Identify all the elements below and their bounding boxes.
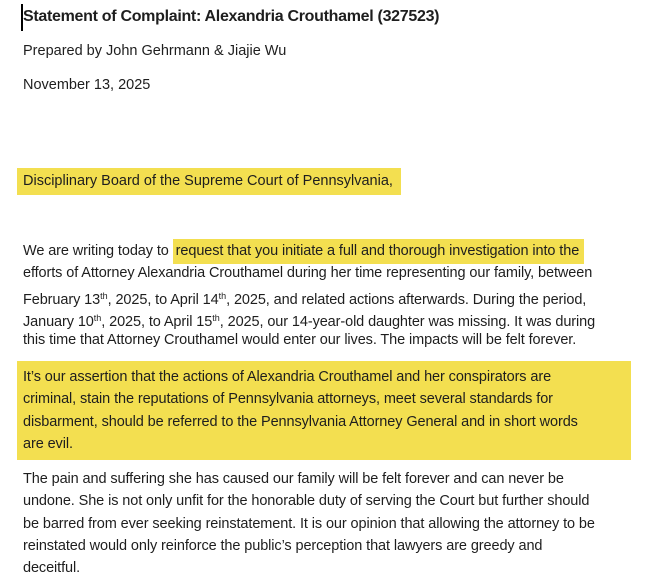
text-segment: January 10 (23, 313, 94, 330)
paragraph-line: efforts of Attorney Alexandria Crouthamel during her time representing our family, between (23, 265, 593, 282)
paragraph-line: be barred from ever seeking reinstatement. It is our opinion that allowing the attorney to be (23, 515, 595, 532)
paragraph-line: reinstated would only reinforce the public’s perception that lawyers are greedy and (23, 537, 543, 554)
paragraph-line: are evil. (23, 435, 73, 452)
paragraph-line (23, 240, 595, 262)
paragraph-pain-suffering (23, 468, 595, 579)
text-segment: We are writing today to (23, 243, 173, 259)
ordinal-superscript: th (212, 312, 220, 323)
paragraph-line: criminal, stain the reputations of Pennsylvania attorneys, meet several standards for (23, 391, 553, 408)
paragraph-line: this time that Attorney Crouthamel would enter our lives. The impacts will be felt forever. (23, 332, 577, 349)
paragraph-assertion-highlighted (17, 361, 631, 460)
paragraph-investigation-request (23, 240, 595, 351)
paragraph-line: It’s our assertion that the actions of Alexandria Crouthamel and her conspirators are (23, 369, 552, 385)
text-segment: , 2025, and related actions afterwards. During the period, (226, 291, 587, 308)
paragraph-line (23, 307, 595, 329)
ordinal-superscript: th (100, 290, 108, 301)
paragraph-line (23, 285, 595, 307)
paragraph-line: The pain and suffering she has caused our family will be felt forever and can never be (23, 471, 564, 487)
highlighted-text: Disciplinary Board of the Supreme Court of Pennsylvania, (17, 168, 401, 195)
prepared-by-line: Prepared by John Gehrmann & Jiajie Wu (23, 43, 287, 59)
text-segment: , 2025, to April 15 (101, 313, 213, 330)
paragraph-line: disbarment, should be referred to the Pennsylvania Attorney General and in short words (23, 413, 578, 430)
document-title: Statement of Complaint: Alexandria Crouthamel (327523) (23, 8, 440, 25)
salutation-line (17, 168, 401, 195)
text-segment: , 2025, our 14-year-old daughter was missing. It was during (219, 313, 596, 330)
paragraph-line: deceitful. (23, 560, 81, 577)
date-line: November 13, 2025 (23, 77, 151, 93)
ordinal-superscript: th (218, 290, 227, 301)
highlighted-text: request that you initiate a full and thorough investigation into the (173, 239, 585, 264)
text-segment: February 13 (23, 291, 101, 308)
text-segment: , 2025, to April 14 (107, 291, 219, 308)
paragraph-line: undone. She is not only unfit for the honorable duty of serving the Court but further should (23, 493, 590, 510)
ordinal-superscript: th (93, 312, 102, 323)
